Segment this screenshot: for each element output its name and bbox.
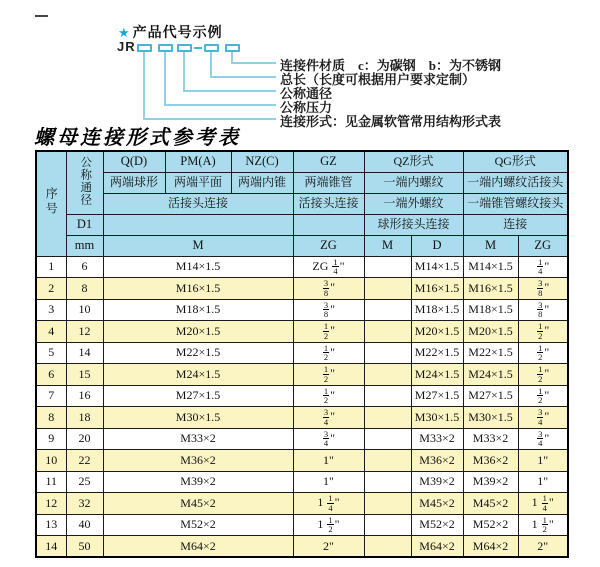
code-box-4 xyxy=(204,44,219,52)
header-gz-sub: 两端锥管 xyxy=(293,172,364,193)
table-cell: 40 xyxy=(66,514,103,536)
table-cell: $\frac{1}{2}$ " xyxy=(293,385,364,407)
table-cell: M14×1.5 xyxy=(463,256,518,278)
fraction: $\frac{1}{2}$ xyxy=(538,321,543,341)
header-no-label: 序号 xyxy=(44,187,59,218)
header-qz-row2: 一端内螺纹 xyxy=(364,172,463,193)
table-cell: M20×1.5 xyxy=(463,321,518,343)
code-box-3 xyxy=(177,44,192,52)
code-label-length: 总长（长度可根据用户要求定制） xyxy=(280,72,476,87)
table-cell: 18 xyxy=(66,407,103,429)
header-unit-zg2: ZG xyxy=(518,235,568,256)
table-cell: M20×1.5 xyxy=(411,321,463,343)
table-row xyxy=(36,428,568,450)
table-header xyxy=(36,151,568,256)
fraction: $\frac{1}{4}$ xyxy=(333,256,338,277)
header-qg-row3: 一端锥管螺纹接头 xyxy=(463,193,568,214)
header-dn-label: 公称通径 xyxy=(79,156,92,207)
table-row xyxy=(36,321,568,343)
table-cell: 9 xyxy=(36,428,66,450)
header-blank-gz xyxy=(293,214,364,235)
table-cell: 1 $\frac{1}{4}$ " xyxy=(293,493,364,515)
table-cell: 1" xyxy=(293,450,364,472)
table-row xyxy=(36,450,568,472)
table-cell: 10 xyxy=(36,450,66,472)
table-cell: M39×2 xyxy=(463,471,518,493)
table-cell: M52×2 xyxy=(463,514,518,536)
table-cell: 7 xyxy=(36,385,66,407)
table-cell: M22×1.5 xyxy=(411,342,463,364)
table-cell: M33×2 xyxy=(463,428,518,450)
table-cell: M36×2 xyxy=(463,450,518,472)
header-qg: QG形式 xyxy=(463,151,568,172)
table-cell: $\frac{3}{4}$ " xyxy=(518,428,568,450)
table-cell: $\frac{3}{8}$ " xyxy=(518,299,568,321)
connector-line xyxy=(210,76,276,78)
scan-corner-mark xyxy=(35,15,48,17)
connector-line xyxy=(183,52,185,90)
table-cell: 2" xyxy=(518,536,568,558)
table-cell: $\frac{3}{4}$ " xyxy=(518,407,568,429)
connector-line xyxy=(210,52,212,76)
table-cell: 50 xyxy=(66,536,103,558)
header-nz: NZ(C) xyxy=(231,151,293,172)
table-cell: M64×2 xyxy=(411,536,463,558)
table-cell: M27×1.5 xyxy=(463,385,518,407)
table-cell: M24×1.5 xyxy=(411,364,463,386)
table-cell: 12 xyxy=(36,493,66,515)
table-cell xyxy=(364,514,411,536)
star-icon: ★ xyxy=(118,25,131,40)
table-cell: M16×1.5 xyxy=(411,278,463,300)
table-cell: $\frac{3}{8}$ " xyxy=(518,278,568,300)
connector-line xyxy=(143,52,145,118)
table-cell: ZG $\frac{1}{4}$ " xyxy=(293,256,364,278)
code-separator-dash xyxy=(194,47,202,49)
table-cell: M18×1.5 xyxy=(103,299,293,321)
header-dn xyxy=(66,151,103,214)
table-cell: M45×2 xyxy=(103,493,293,515)
fraction: $\frac{1}{2}$ xyxy=(538,385,543,406)
table-cell: M22×1.5 xyxy=(103,342,293,364)
header-qg-row2: 一端内螺纹活接头 xyxy=(463,172,568,193)
table-cell: M52×2 xyxy=(411,514,463,536)
code-box-2 xyxy=(158,44,173,52)
table-row xyxy=(36,493,568,515)
table-cell xyxy=(364,278,411,300)
table-cell: 1" xyxy=(518,450,568,472)
fraction: $\frac{3}{8}$ xyxy=(538,278,543,298)
table-cell xyxy=(364,385,411,407)
header-qz-row4: 球形接头连接 xyxy=(364,214,463,235)
table-row xyxy=(36,385,568,407)
table-cell: 16 xyxy=(66,385,103,407)
table-cell xyxy=(364,299,411,321)
header-nz-sub: 两端内锥 xyxy=(231,172,293,193)
table-cell: M18×1.5 xyxy=(411,299,463,321)
fraction: $\frac{3}{4}$ xyxy=(538,428,543,449)
table-row xyxy=(36,278,568,300)
table-cell: 13 xyxy=(36,514,66,536)
table-cell xyxy=(364,342,411,364)
table-cell: 1 $\frac{1}{2}$ " xyxy=(518,514,568,536)
fraction: $\frac{1}{4}$ xyxy=(328,493,333,513)
table-cell: M45×2 xyxy=(463,493,518,515)
code-label-diameter: 公称通径 xyxy=(280,86,333,101)
table-cell: 8 xyxy=(66,278,103,300)
header-d1: D1 xyxy=(66,214,103,235)
table-row xyxy=(36,407,568,429)
table-cell: M52×2 xyxy=(103,514,293,536)
table-cell: $\frac{1}{2}$ " xyxy=(518,364,568,386)
product-code-heading-text: 产品代号示例 xyxy=(132,24,223,40)
table-cell: $\frac{1}{2}$ " xyxy=(293,321,364,343)
table-cell xyxy=(364,493,411,515)
header-unit-mm: mm xyxy=(66,235,103,256)
header-unit-m3: M xyxy=(463,235,518,256)
table-cell: M33×2 xyxy=(411,428,463,450)
table-cell: M24×1.5 xyxy=(463,364,518,386)
table-cell: $\frac{1}{4}$ " xyxy=(518,256,568,278)
table-cell: 15 xyxy=(66,364,103,386)
header-unit-m2: M xyxy=(364,235,411,256)
fraction: $\frac{3}{8}$ xyxy=(323,299,329,320)
fraction: $\frac{1}{2}$ xyxy=(542,514,547,535)
header-union-conn: 活接头连接 xyxy=(103,193,293,214)
table-cell: M39×2 xyxy=(411,471,463,493)
table-cell: 11 xyxy=(36,471,66,493)
table-row xyxy=(36,256,568,278)
code-label-material: 连接件材质 c：为碳钢 b：为不锈钢 xyxy=(280,58,502,73)
fraction: $\frac{3}{4}$ xyxy=(323,407,329,427)
header-unit-m1: M xyxy=(103,235,293,256)
code-box-5 xyxy=(225,44,240,52)
table-cell: $\frac{3}{4}$ " xyxy=(293,428,364,450)
connector-line xyxy=(231,52,233,62)
header-unit-zg1: ZG xyxy=(293,235,364,256)
table-cell: M16×1.5 xyxy=(463,278,518,300)
fraction: $\frac{1}{2}$ xyxy=(538,364,543,384)
fraction: $\frac{3}{4}$ xyxy=(323,428,329,449)
table-cell: 25 xyxy=(66,471,103,493)
table-cell: 6 xyxy=(36,364,66,386)
table-cell: 20 xyxy=(66,428,103,450)
fraction: $\frac{1}{2}$ xyxy=(323,385,329,406)
table-cell: 1 $\frac{1}{4}$ " xyxy=(518,493,568,515)
table-cell: $\frac{1}{2}$ " xyxy=(293,364,364,386)
header-q: Q(D) xyxy=(103,151,165,172)
table-cell xyxy=(364,256,411,278)
header-no xyxy=(36,151,66,256)
table-cell xyxy=(364,536,411,558)
table-cell: 12 xyxy=(66,321,103,343)
table-cell xyxy=(364,450,411,472)
fraction: $\frac{1}{2}$ xyxy=(328,514,333,535)
table-cell: 6 xyxy=(66,256,103,278)
table-cell: M33×2 xyxy=(103,428,293,450)
table-cell: 1 $\frac{1}{2}$ " xyxy=(293,514,364,536)
header-pm-sub: 两端平面 xyxy=(165,172,231,193)
table-cell: M27×1.5 xyxy=(411,385,463,407)
table-cell xyxy=(364,428,411,450)
table-cell: 1" xyxy=(293,471,364,493)
code-box-1 xyxy=(137,44,152,52)
table-cell xyxy=(364,407,411,429)
table-cell: 3 xyxy=(36,299,66,321)
table-cell: M27×1.5 xyxy=(103,385,293,407)
table-cell: M45×2 xyxy=(411,493,463,515)
nut-connection-table xyxy=(35,150,569,558)
table-cell: M14×1.5 xyxy=(411,256,463,278)
table-cell: M22×1.5 xyxy=(463,342,518,364)
header-gz-conn: 活接头连接 xyxy=(293,193,364,214)
fraction: $\frac{1}{2}$ xyxy=(323,342,329,363)
table-cell: 14 xyxy=(36,536,66,558)
fraction: $\frac{1}{2}$ xyxy=(538,342,543,363)
table-cell xyxy=(364,364,411,386)
fraction: $\frac{1}{4}$ xyxy=(542,493,547,513)
fraction: $\frac{1}{4}$ xyxy=(538,256,543,277)
code-label-connection: 连接形式：见金属软管常用结构形式表 xyxy=(280,114,502,129)
code-prefix: JR xyxy=(117,39,136,54)
connector-line xyxy=(143,118,276,120)
table-cell: M20×1.5 xyxy=(103,321,293,343)
table-cell: M24×1.5 xyxy=(103,364,293,386)
table-cell: 32 xyxy=(66,493,103,515)
table-cell: 22 xyxy=(66,450,103,472)
header-qz: QZ形式 xyxy=(364,151,463,172)
connector-line xyxy=(231,62,276,64)
table-cell xyxy=(364,321,411,343)
table-cell: 1 xyxy=(36,256,66,278)
table-cell: M16×1.5 xyxy=(103,278,293,300)
table-cell: 10 xyxy=(66,299,103,321)
table-cell: M36×2 xyxy=(103,450,293,472)
table-cell: M64×2 xyxy=(463,536,518,558)
table-cell xyxy=(364,471,411,493)
table-cell: M30×1.5 xyxy=(103,407,293,429)
fraction: $\frac{3}{8}$ xyxy=(538,299,543,320)
table-title: 螺母连接形式参考表 xyxy=(34,127,241,149)
table-cell: 2" xyxy=(293,536,364,558)
table-row xyxy=(36,364,568,386)
table-body xyxy=(36,256,568,557)
table-row xyxy=(36,536,568,558)
table-cell: M18×1.5 xyxy=(463,299,518,321)
connector-line xyxy=(164,52,166,104)
table-cell: 2 xyxy=(36,278,66,300)
table-cell: $\frac{3}{4}$ " xyxy=(293,407,364,429)
table-cell: M39×2 xyxy=(103,471,293,493)
table-cell: $\frac{3}{8}$ " xyxy=(293,299,364,321)
header-qz-row3: 一端外螺纹 xyxy=(364,193,463,214)
table-row xyxy=(36,514,568,536)
table-cell: M64×2 xyxy=(103,536,293,558)
header-unit-d: D xyxy=(411,235,463,256)
table-row xyxy=(36,299,568,321)
table-cell: $\frac{1}{2}$ " xyxy=(518,342,568,364)
table-cell: $\frac{1}{2}$ " xyxy=(293,342,364,364)
table-cell: M36×2 xyxy=(411,450,463,472)
table-cell: M30×1.5 xyxy=(411,407,463,429)
table-cell: 14 xyxy=(66,342,103,364)
header-gz: GZ xyxy=(293,151,364,172)
table-cell: 8 xyxy=(36,407,66,429)
table-cell: 5 xyxy=(36,342,66,364)
fraction: $\frac{1}{2}$ xyxy=(323,364,329,384)
table-cell: $\frac{1}{2}$ " xyxy=(518,385,568,407)
connector-line xyxy=(183,90,276,92)
table-row xyxy=(36,471,568,493)
table-row xyxy=(36,342,568,364)
header-qg-row4: 连接 xyxy=(463,214,568,235)
table-cell: M14×1.5 xyxy=(103,256,293,278)
table-cell: $\frac{1}{2}$ " xyxy=(518,321,568,343)
fraction: $\frac{3}{4}$ xyxy=(538,407,543,427)
code-label-pressure: 公称压力 xyxy=(280,100,333,115)
header-blank-left xyxy=(103,214,293,235)
table-cell: M30×1.5 xyxy=(463,407,518,429)
table-cell: $\frac{3}{8}$ " xyxy=(293,278,364,300)
header-q-sub: 两端球形 xyxy=(103,172,165,193)
connector-line xyxy=(164,104,276,106)
table-cell: 4 xyxy=(36,321,66,343)
table-cell: 1" xyxy=(518,471,568,493)
fraction: $\frac{1}{2}$ xyxy=(323,321,329,341)
fraction: $\frac{3}{8}$ xyxy=(323,278,329,298)
header-pm: PM(A) xyxy=(165,151,231,172)
